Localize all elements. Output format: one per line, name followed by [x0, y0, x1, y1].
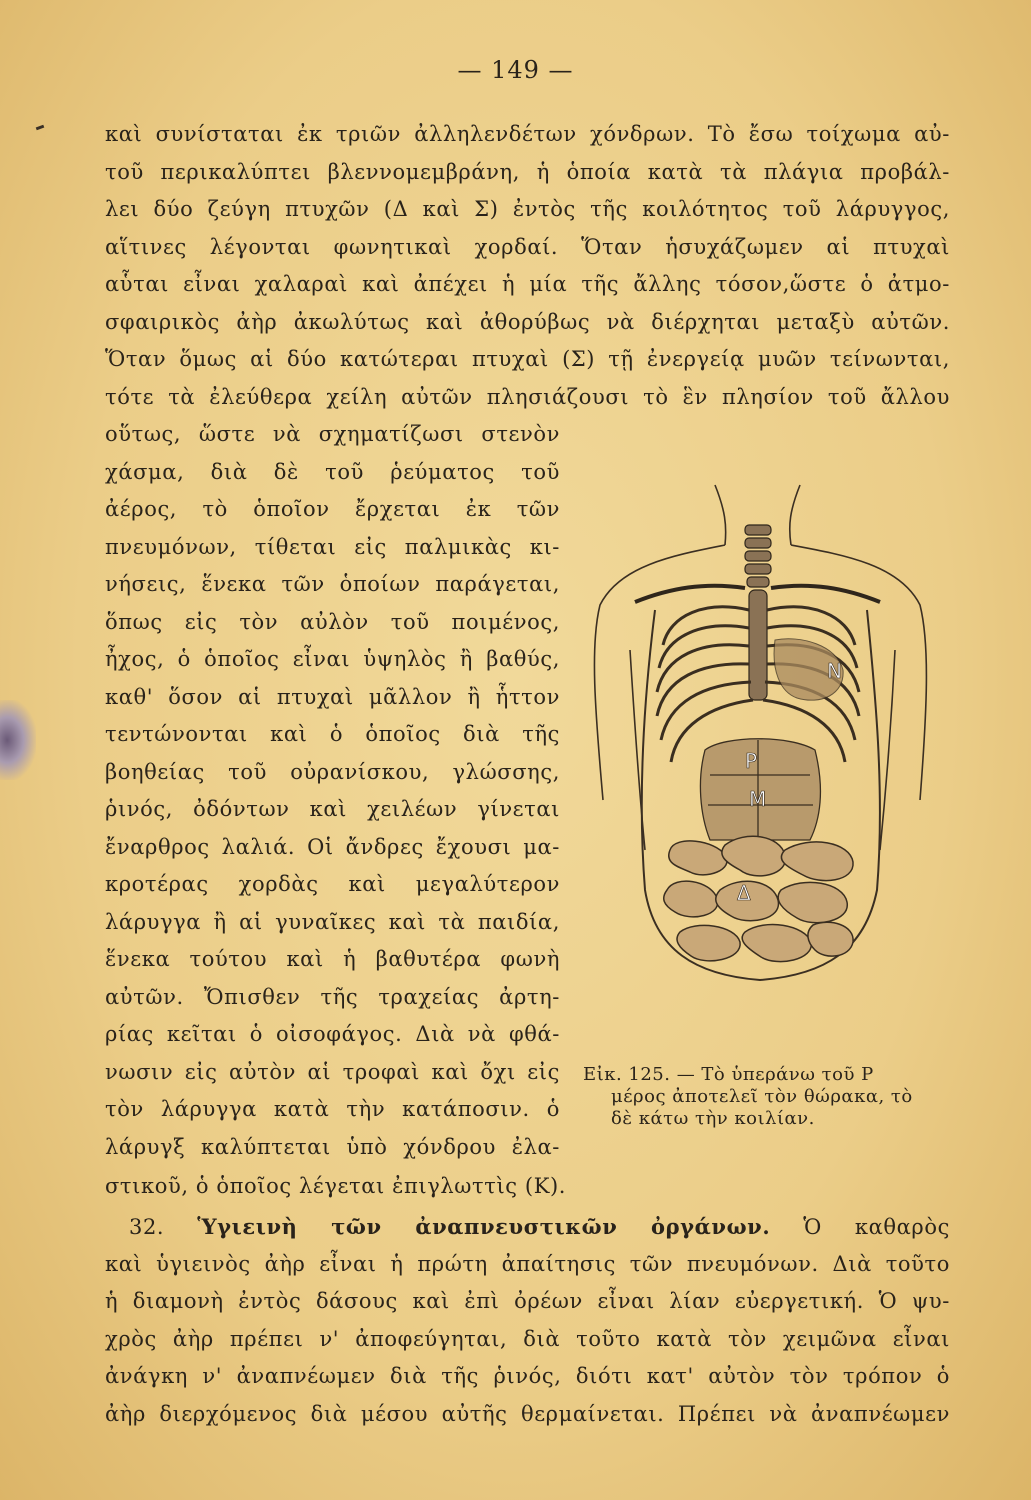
text-line: καὶ ὑγιεινὸς ἀὴρ εἶναι ἡ πρώτη ἀπαίτησις τῶν πνευμόνων. Διὰ τοῦτο [105, 1251, 950, 1276]
text-line: λάρυγξ καλύπτεται ὑπὸ χόνδρου ἐλα- [105, 1134, 560, 1159]
text-line: καὶ συνίσταται ἐκ τριῶν ἀλληλενδέτων χόνδρων. Τὸ ἔσω τοίχωμα αὐ- [105, 122, 950, 146]
figure-label-m: M [749, 787, 767, 811]
top-paragraph [105, 116, 950, 416]
intestine-loop [669, 841, 727, 875]
intestine-loop [742, 925, 811, 962]
caption-line: δὲ κάτω τὴν κοιλίαν. [611, 1108, 815, 1129]
section-first-line [105, 1208, 950, 1246]
text-line: νωσιν εἰς αὐτὸν αἱ τροφαὶ καὶ ὄχι εἰς [105, 1059, 560, 1084]
text-line: ἕνεκα τούτου καὶ ἡ βαθυτέρα φωνὴ [105, 947, 560, 971]
intestine-loop [722, 836, 786, 876]
section-first-line-rest: Ὁ καθαρὸς [803, 1215, 950, 1239]
intestine-loop [781, 842, 853, 881]
text-line: τοῦ περικαλύπτει βλεννομεμβράνη, ἡ ὁποία κατὰ τὰ πλάγια προβάλ- [105, 159, 950, 184]
text-line: ἔναρθρος λαλιά. Οἱ ἄνδρες ἔχουσι μα- [105, 834, 560, 859]
figure-label-p: P [745, 749, 758, 773]
right-clavicle [771, 586, 880, 602]
column-tail [105, 1168, 566, 1206]
section-number: 32. [129, 1215, 165, 1239]
text-line: λει δύο ζεύγη πτυχῶν (Δ καὶ Σ) ἐντὸς τῆς κοιλότητος τοῦ λάρυγγος, [105, 197, 950, 221]
text-line: ῥινός, ὀδόντων καὶ χειλέων γίνεται [105, 797, 560, 821]
section-heading: Ὑγιεινὴ τῶν ἀναπνευστικῶν ὀργάνων. [197, 1214, 771, 1239]
trachea-ring [745, 551, 771, 561]
neck-left-outline [715, 485, 726, 545]
text-line: κροτέρας χορδὰς καὶ μεγαλύτερον [105, 872, 560, 896]
text-line: λάρυγγα ἢ αἱ γυναῖκες καὶ τὰ παιδία, [105, 909, 560, 934]
trachea-ring [745, 525, 771, 535]
page-number: — 149 — [457, 56, 574, 84]
text-line: τεντώνονται καὶ ὁ ὁποῖος διὰ τῆς [105, 722, 560, 746]
torso-svg [575, 470, 960, 1070]
trachea-ring [747, 577, 769, 587]
torso-illustration [575, 470, 960, 1070]
text-line: νήσεις, ἕνεκα τῶν ὁποίων παράγεται, [105, 572, 560, 596]
text-line: οὕτως, ὥστε νὰ σχηματίζωσι στενὸν [105, 422, 560, 446]
text-line: αὗται εἶναι χαλαραὶ καὶ ἀπέχει ἡ μία τῆς ἄλλης τόσον,ὥστε ὁ ἀτμο- [105, 272, 950, 296]
intestine-loop [664, 881, 718, 917]
narrow-column [105, 416, 560, 1166]
text-line: σφαιρικὸς ἀὴρ ἀκωλύτως καὶ ἀθορύβως νὰ διέρχηται μεταξὺ αὐτῶν. [105, 309, 950, 334]
sternum [749, 590, 767, 700]
text-line: Ὅταν ὅμως αἱ δύο κατώτεραι πτυχαὶ (Σ) τῇ ἐνεργείᾳ μυῶν τείνωνται, [105, 347, 950, 371]
text-line: βοηθείας τοῦ οὐρανίσκου, γλώσσης, [105, 759, 560, 784]
text-line: αὐτῶν. Ὄπισθεν τῆς τραχείας ἀρτη- [105, 984, 560, 1009]
text-line: καθ' ὅσον αἱ πτυχαὶ μᾶλλον ἢ ἧττον [105, 684, 560, 709]
intestine-loop [778, 882, 847, 922]
text-line: ἀέρος, τὸ ὁποῖον ἔρχεται ἐκ τῶν [105, 497, 560, 521]
intestine-loop [677, 925, 740, 960]
text-line: πνευμόνων, τίθεται εἰς παλμικὰς κι- [105, 534, 560, 559]
caption-line: Εἰκ. 125. — Τὸ ὑπεράνω τοῦ P [583, 1064, 874, 1085]
text-line: ἀνάγκη ν' ἀναπνέωμεν διὰ τῆς ῥινός, διότι κατ' αὐτὸν τὸν τρόπον ὁ [105, 1364, 950, 1388]
rib [661, 682, 751, 740]
text-line: χάσμα, διὰ δὲ τοῦ ῥεύματος τοῦ [105, 459, 560, 484]
text-line: στικοῦ, ὁ ὁποῖος λέγεται ἐπιγλωττὶς (Κ). [105, 1174, 567, 1198]
trachea-ring [745, 538, 771, 548]
text-line: αἵτινες λέγονται φωνητικαὶ χορδαί. Ὅταν ἡσυχάζωμεν αἱ πτυχαὶ [105, 234, 950, 259]
neck-right-outline [790, 485, 800, 545]
figure-caption [583, 1064, 948, 1130]
figure-label-n: N [827, 659, 842, 683]
figure-label-delta: Δ [737, 881, 751, 905]
left-clavicle [635, 586, 745, 602]
right-arm-inner [880, 650, 895, 850]
text-line: τὸν λάρυγγα κατὰ τὴν κατάποσιν. ὁ [105, 1097, 560, 1121]
caption-line: μέρος ἀποτελεῖ τὸν θώρακα, τὸ [611, 1086, 913, 1107]
text-line: ἀὴρ διερχόμενος διὰ μέσου αὐτῆς θερμαίνεται. Πρέπει νὰ ἀναπνέωμεν [105, 1401, 950, 1426]
margin-mark [36, 125, 45, 131]
text-line: ἡ διαμονὴ ἐντὸς δάσους καὶ ἐπὶ ὀρέων εἶναι λίαν εὐεργετική. Ὁ ψυ- [105, 1289, 950, 1313]
text-line: τότε τὰ ἐλεύθερα χείλη αὐτῶν πλησιάζουσι τὸ ἓν πλησίον τοῦ ἄλλου [105, 384, 950, 409]
intestine-loop [808, 922, 853, 956]
text-line: ὅπως εἰς τὸν αὐλὸν τοῦ ποιμένος, [105, 609, 560, 634]
text-line: χρὸς ἀὴρ πρέπει ν' ἀποφεύγηται, διὰ τοῦτο κατὰ τὸν χειμῶνα εἶναι [105, 1326, 950, 1351]
section-32 [105, 1208, 950, 1433]
trachea-ring [745, 564, 771, 574]
text-line: ἦχος, ὁ ὁποῖος εἶναι ὑψηλὸς ἢ βαθύς, [105, 647, 560, 671]
text-line: ρίας κεῖται ὁ οἰσοφάγος. Διὰ νὰ φθά- [105, 1022, 560, 1046]
page-stain [0, 700, 36, 780]
